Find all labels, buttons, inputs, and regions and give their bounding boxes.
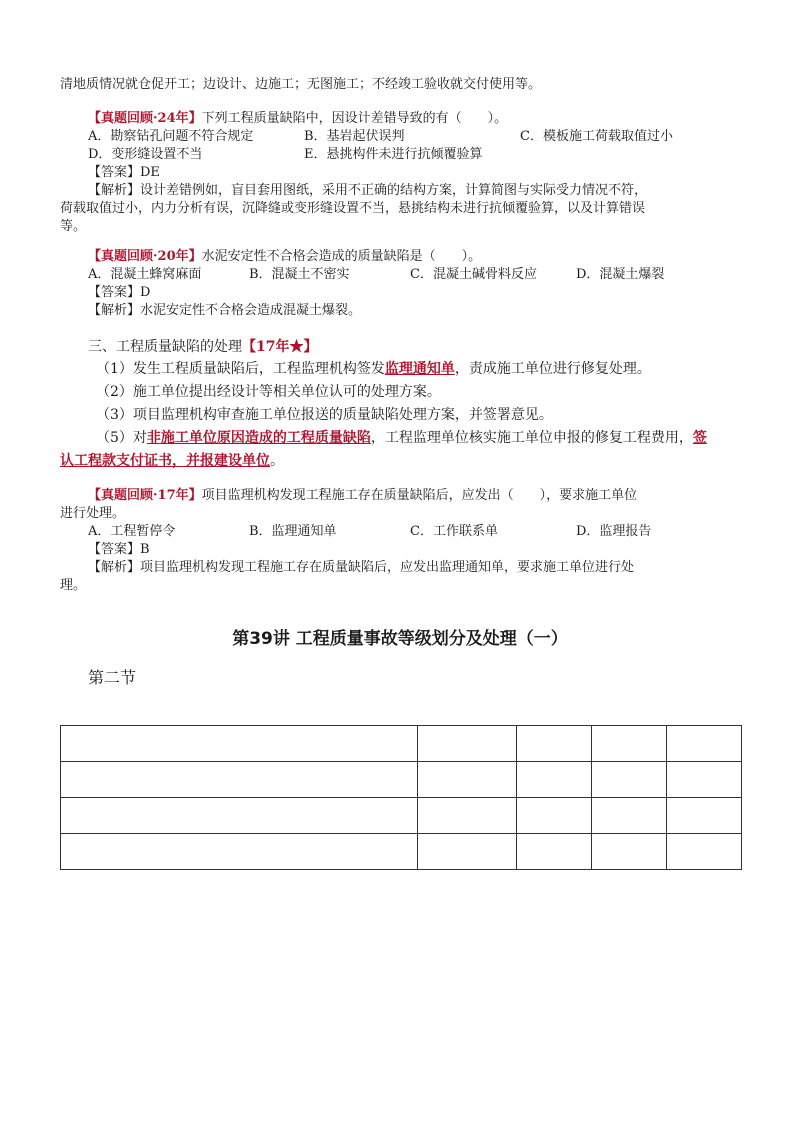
option-d: D．混凝土爆裂 [576, 267, 665, 282]
option-c: C．模板施工荷载取值过小 [520, 129, 673, 144]
process-item-1: （1）发生工程质量缺陷后，工程监理机构签发监理通知单，责成施工单位进行修复处理。 [96, 361, 651, 377]
table-row [61, 834, 742, 870]
lecture-title: 第39讲 工程质量事故等级划分及处理（一） [232, 629, 568, 649]
process-item-2: （2）施工单位提出经设计等相关单位认可的处理方案。 [96, 384, 441, 400]
option-d: D．监理报告 [576, 524, 652, 539]
analysis: 【解析】设计差错例如，盲目套用图纸，采用不正确的结构方案，计算简图与实际受力情况不符， [88, 183, 648, 198]
analysis: 等。 [60, 219, 87, 234]
option-b: B．基岩起伏误判 [304, 129, 405, 144]
intro-text: 清地质情况就仓促开工；边设计、边施工；无图施工；不经竣工验收就交付使用等。 [60, 77, 542, 92]
empty-table [60, 725, 742, 870]
answer: 【答案】B [88, 542, 150, 557]
option-b: B．监理通知单 [249, 524, 337, 539]
option-a: A．工程暂停令 [88, 524, 176, 539]
question-17 [88, 487, 637, 505]
answer: 【答案】D [88, 285, 151, 300]
analysis: 荷载取值过小，内力分析有误，沉降缝或变形缝设置不当，悬挑结构未进行抗倾覆验算，以及计算错误 [60, 201, 646, 216]
process-item-3: （3）项目监理机构审查施工单位报送的质量缺陷处理方案，并签署意见。 [96, 407, 553, 423]
question-20 [88, 248, 481, 266]
year-tag: 【17年★】 [242, 339, 318, 355]
question-24 [88, 110, 507, 128]
option-a: A．勘察钻孔问题不符合规定 [88, 129, 254, 144]
answer: 【答案】DE [88, 165, 160, 180]
question-tag: 【真题回顾·20年】 [88, 249, 202, 264]
question-tag: 【真题回顾·24年】 [88, 111, 202, 126]
analysis: 【解析】水泥安定性不合格会造成混凝土爆裂。 [88, 303, 362, 318]
option-b: B．混凝土不密实 [249, 267, 350, 282]
question-stem: 项目监理机构发现工程施工存在质量缺陷后，应发出（ ），要求施工单位 [201, 488, 638, 503]
question-stem-cont: 进行处理。 [60, 506, 126, 521]
question-tag: 【真题回顾·17年】 [88, 488, 202, 503]
process-item-5-cont: 认工程款支付证书，并报建设单位。 [60, 453, 284, 469]
question-stem: 水泥安定性不合格会造成的质量缺陷是（ ）。 [201, 249, 482, 264]
option-c: C．混凝土碱骨料反应 [410, 267, 537, 282]
table-row [61, 726, 742, 762]
analysis: 【解析】项目监理机构发现工程施工存在质量缺陷后，应发出监理通知单，要求施工单位进行处 [88, 560, 635, 575]
section-heading: 三、工程质量缺陷的处理【17年★】 [88, 339, 318, 355]
analysis: 理。 [60, 578, 87, 593]
table-row [61, 762, 742, 798]
option-e: E．悬挑构件未进行抗倾覆验算 [304, 147, 483, 162]
option-a: A．混凝土蜂窝麻面 [88, 267, 202, 282]
option-c: C．工作联系单 [410, 524, 498, 539]
question-stem: 下列工程质量缺陷中，因设计差错导致的有（ ）。 [201, 111, 508, 126]
table-row [61, 798, 742, 834]
option-d: D．变形缝设置不当 [88, 147, 203, 162]
process-item-5: （5）对非施工单位原因造成的工程质量缺陷，工程监理单位核实施工单位申报的修复工程费用，签 [96, 430, 707, 446]
section-label: 第二节 [88, 668, 137, 687]
